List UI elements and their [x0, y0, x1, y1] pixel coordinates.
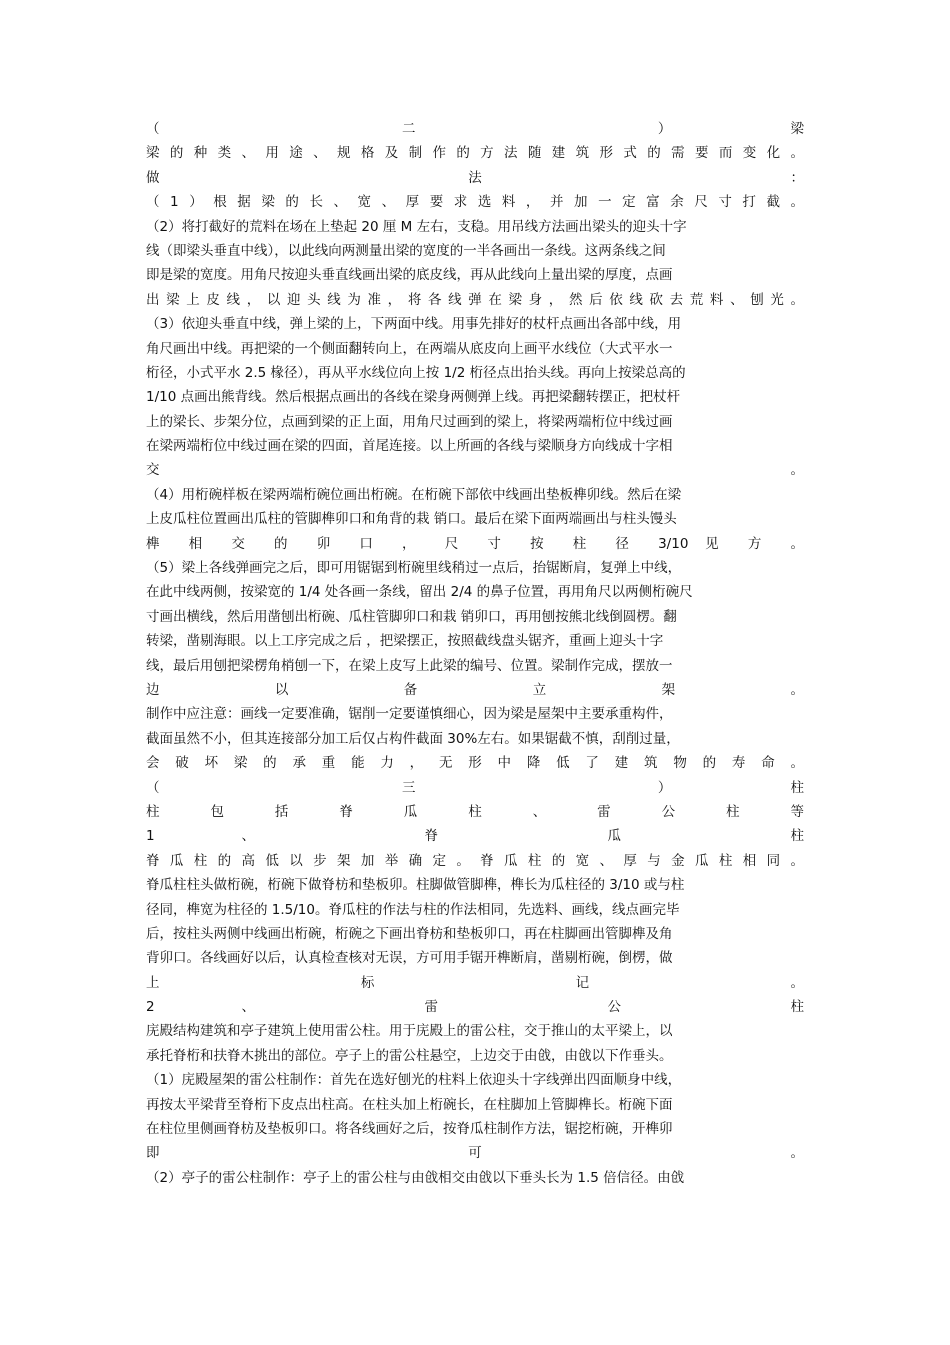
text-line: 边 以 备 立 架 。 — [146, 681, 804, 698]
body-text — [146, 117, 804, 1190]
text-line: 制作中应注意：画线一定要准确，锯削一定要谨慎细心，因为梁是屋架中主要承重构件， — [146, 706, 673, 723]
text-line: 再按太平梁背至脊桁下皮点出柱高。在柱头加上桁碗长，在柱脚加上管脚榫长。桁碗下面 — [146, 1096, 673, 1113]
text-line: 在此中线两侧，按梁宽的 1/4 处各画一条线，留出 2/4 的鼻子位置，再用角尺以两侧桁碗尺 — [146, 584, 693, 601]
text-line: 柱 包 括 脊 瓜 柱 、 雷 公 柱 等 — [146, 803, 804, 820]
text-line: 承托脊桁和扶脊木挑出的部位。亭子上的雷公柱悬空，上边交于由戗，由戗以下作垂头。 — [146, 1047, 673, 1064]
text-line: 会破坏梁的承重能力，无形中降低了建筑物的寿命。 — [146, 755, 804, 772]
text-line: 脊瓜柱柱头做桁碗，桁碗下做脊枋和垫板卯。柱脚做管脚榫，榫长为瓜柱径的 3/10 或与柱 — [146, 877, 685, 894]
text-line: （5）梁上各线弹画完之后，即可用锯锯到桁碗里线稍过一点后，抬锯断肩，复弹上中线， — [146, 560, 682, 577]
text-line: 1/10 点画出熊背线。然后根据点画出的各线在梁身两侧弹上线。再把梁翻转摆正，把杖杆 — [146, 389, 681, 406]
text-line: 径同，榫宽为柱径的 1.5/10。脊瓜柱的作法与柱的作法相同，先选料、画线，线点画完毕 — [146, 901, 680, 918]
text-line: 梁的种类、用途、规格及制作的方法随建筑形式的需要而变化。 — [146, 145, 804, 162]
text-line: 上的梁长、步架分位，点画到梁的正上面，用角尺过画到的梁上，将梁两端桁位中线过画 — [146, 413, 673, 430]
text-line: 榫 相 交 的 卯 口 ， 尺 寸 按 柱 径 3/10 见 方 。 — [146, 535, 804, 552]
text-line: 角尺画出中线。再把梁的一个侧面翻转向上，在两端从底皮向上画平水线位（大式平水一 — [146, 340, 673, 357]
text-line: 2 、 雷 公 柱 — [146, 999, 804, 1016]
text-line: （ 二 ）梁 — [146, 121, 804, 137]
text-line: 出梁上皮线，以迎头线为准，将各线弹在梁身，然后依线砍去荒料、刨光。 — [146, 291, 804, 308]
text-line: 在梁两端桁位中线过画在梁的四面，首尾连接。以上所画的各线与梁顺身方向线成十字相 — [146, 438, 673, 455]
text-line: 脊瓜柱的高低以步架加举确定。脊瓜柱的宽、厚与金瓜柱相同。 — [146, 852, 804, 869]
text-line: （2）亭子的雷公柱制作：亭子上的雷公柱与由戗相交由戗以下垂头长为 1.5 倍信径。由戗 — [146, 1169, 685, 1186]
text-line: （1）根据梁的长、宽、厚要求选料，并加一定富余尺寸打截。 — [146, 194, 804, 211]
text-line: 桁径，小式平水 2.5 椽径），再从平水线位向上按 1/2 桁径点出抬头线。再向上按梁总高的 — [146, 364, 686, 381]
text-line: 背卯口。各线画好以后，认真检查核对无误，方可用手锯开榫断肩，凿剔桁碗，倒楞，做 — [146, 950, 673, 967]
text-line: （3）依迎头垂直中线，弹上梁的上，下两面中线。用事先排好的杖杆点画出各部中线，用 — [146, 316, 682, 333]
text-line: 即是梁的宽度。用角尺按迎头垂直线画出梁的底皮线，再从此线向上量出梁的厚度，点画 — [146, 267, 673, 284]
text-line: 即 可 。 — [146, 1145, 804, 1162]
text-line: 做 法 ： — [146, 169, 804, 186]
text-line: 上 标 记 。 — [146, 974, 804, 991]
text-line: 线（即梁头垂直中线），以此线向两测量出梁的宽度的一半各画出一条线。这两条线之间 — [146, 242, 666, 259]
text-line: 交 。 — [146, 462, 804, 479]
text-line: 寸画出横线，然后用凿刨出桁碗、瓜柱管脚卯口和栽 销卯口，再用刨按熊北线倒圆楞。翻 — [146, 608, 677, 625]
text-line: 线，最后用刨把梁楞角梢刨一下，在梁上皮写上此梁的编号、位置。梁制作完成，摆放一 — [146, 657, 673, 674]
text-line: 后，按柱头两侧中线画出桁碗，桁碗之下画出脊枋和垫板卯口，再在柱脚画出管脚榫及角 — [146, 925, 673, 942]
text-line: 转梁，凿剔海眼。以上工序完成之后 ，把梁摆正，按照截线盘头锯齐，重画上迎头十字 — [146, 633, 664, 650]
text-line: （1）庑殿屋架的雷公柱制作：首先在选好刨光的柱料上依迎头十字线弹出四面顺身中线， — [146, 1072, 682, 1089]
text-line: 截面虽然不小，但其连接部分加工后仅占构件截面 30%左右。如果锯截不慎，刮削过量， — [146, 730, 680, 747]
text-line: （2）将打截好的荒料在场在上垫起 20 厘 M 左右，支稳。用吊线方法画出梁头的迎头十字 — [146, 218, 687, 235]
text-line: 上皮瓜柱位置画出瓜柱的管脚榫卯口和角背的栽 销口。最后在梁下面两端画出与柱头馒头 — [146, 511, 677, 528]
text-line: （ 三 ）柱 — [146, 779, 804, 796]
text-line: 在柱位里侧画脊枋及垫板卯口。将各线画好之后，按脊瓜柱制作方法，锯挖桁碗，开榫卯 — [146, 1121, 673, 1138]
text-line: （4）用桁碗样板在梁两端桁碗位画出桁碗。在桁碗下部依中线画出垫板榫卯线。然后在梁 — [146, 486, 682, 503]
text-line: 1 、 脊 瓜 柱 — [146, 828, 804, 845]
text-line: 庑殿结构建筑和亭子建筑上使用雷公柱。用于庑殿上的雷公柱，交于推山的太平梁上，以 — [146, 1023, 673, 1040]
